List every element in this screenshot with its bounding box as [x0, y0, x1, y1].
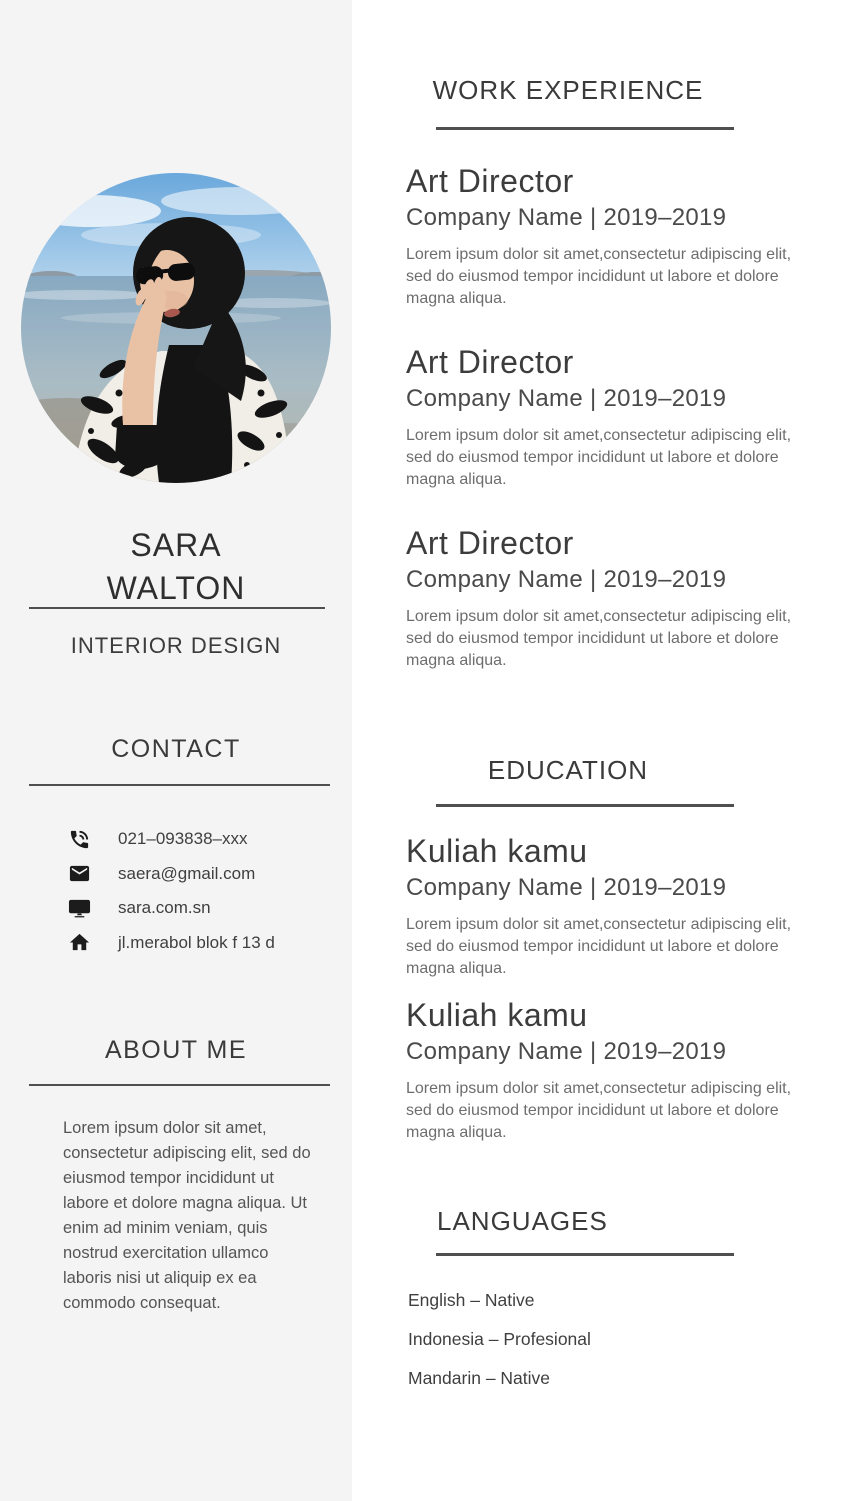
contact-item-email — [68, 857, 275, 892]
education-degree: Kuliah kamu — [406, 833, 588, 869]
contact-heading: CONTACT — [111, 735, 241, 763]
work-role: Art Director — [406, 344, 574, 380]
about-divider — [29, 1084, 330, 1086]
work-role: Art Director — [406, 163, 574, 199]
language-item: Indonesia – Profesional — [408, 1329, 591, 1349]
languages-list — [408, 1281, 591, 1398]
education-description: Lorem ipsum dolor sit amet,consectetur adipiscing elit, sed do eiusmod tempor incididunt ut labore et dolore magna aliqua. — [406, 1080, 792, 1141]
languages-divider — [436, 1253, 734, 1256]
work-company: Company Name | 2019–2019 — [406, 385, 727, 412]
education-entry — [406, 832, 818, 980]
about-heading: ABOUT ME — [104, 1036, 248, 1064]
person-name-line1: SARA — [130, 527, 222, 564]
languages-heading: LANGUAGES — [437, 1206, 608, 1236]
website-icon — [68, 897, 92, 919]
work-entry — [406, 343, 818, 491]
work-description: Lorem ipsum dolor sit amet,consectetur adipiscing elit, sed do eiusmod tempor incididunt ut labore et dolore magna aliqua. — [406, 608, 792, 669]
profile-photo — [21, 173, 331, 483]
name-divider — [29, 607, 325, 609]
work-role: Art Director — [406, 525, 574, 561]
email-icon — [68, 863, 92, 885]
language-item: English – Native — [408, 1290, 535, 1310]
language-item: Mandarin – Native — [408, 1368, 551, 1388]
contact-item-phone — [68, 822, 275, 857]
education-company: Company Name | 2019–2019 — [406, 874, 727, 901]
job-title: INTERIOR DESIGN — [70, 633, 282, 658]
home-icon — [68, 932, 92, 954]
work-divider — [436, 127, 734, 130]
work-description: Lorem ipsum dolor sit amet,consectetur adipiscing elit, sed do eiusmod tempor incididunt ut labore et dolore magna aliqua. — [406, 246, 792, 307]
work-entry — [406, 524, 818, 672]
education-description: Lorem ipsum dolor sit amet,consectetur adipiscing elit, sed do eiusmod tempor incididunt ut labore et dolore magna aliqua. — [406, 916, 792, 977]
sidebar — [0, 0, 352, 1501]
education-degree: Kuliah kamu — [406, 997, 588, 1033]
education-divider — [436, 804, 734, 807]
education-heading: EDUCATION — [487, 755, 649, 785]
contact-phone-value: 021–093838–xxx — [118, 829, 248, 849]
contact-list — [68, 822, 275, 960]
work-description: Lorem ipsum dolor sit amet,consectetur adipiscing elit, sed do eiusmod tempor incididunt ut labore et dolore magna aliqua. — [406, 427, 792, 488]
phone-icon — [68, 828, 92, 850]
about-text: Lorem ipsum dolor sit amet, consectetur adipiscing elit, sed do eiusmod tempor incididunt ut labore et dolore magna aliqua. Ut enim ad minim veniam, quis nostrud exercitation ullamco laboris nisi ut aliquip ex ea commodo consequat. — [63, 1119, 311, 1312]
work-entry — [406, 162, 818, 310]
profile-photo-illustration — [21, 173, 331, 483]
person-name-line2: WALTON — [106, 570, 246, 607]
contact-item-address — [68, 926, 275, 961]
contact-address-value: jl.merabol blok f 13 d — [118, 932, 275, 952]
contact-email-value: saera@gmail.com — [118, 863, 256, 883]
person-name — [0, 524, 352, 610]
work-experience-heading: WORK EXPERIENCE — [432, 75, 704, 105]
education-company: Company Name | 2019–2019 — [406, 1038, 727, 1065]
contact-item-website — [68, 891, 275, 926]
education-entry — [406, 996, 818, 1144]
work-company: Company Name | 2019–2019 — [406, 566, 727, 593]
work-company: Company Name | 2019–2019 — [406, 204, 727, 231]
contact-website-value: sara.com.sn — [118, 898, 211, 918]
contact-divider — [29, 784, 330, 786]
